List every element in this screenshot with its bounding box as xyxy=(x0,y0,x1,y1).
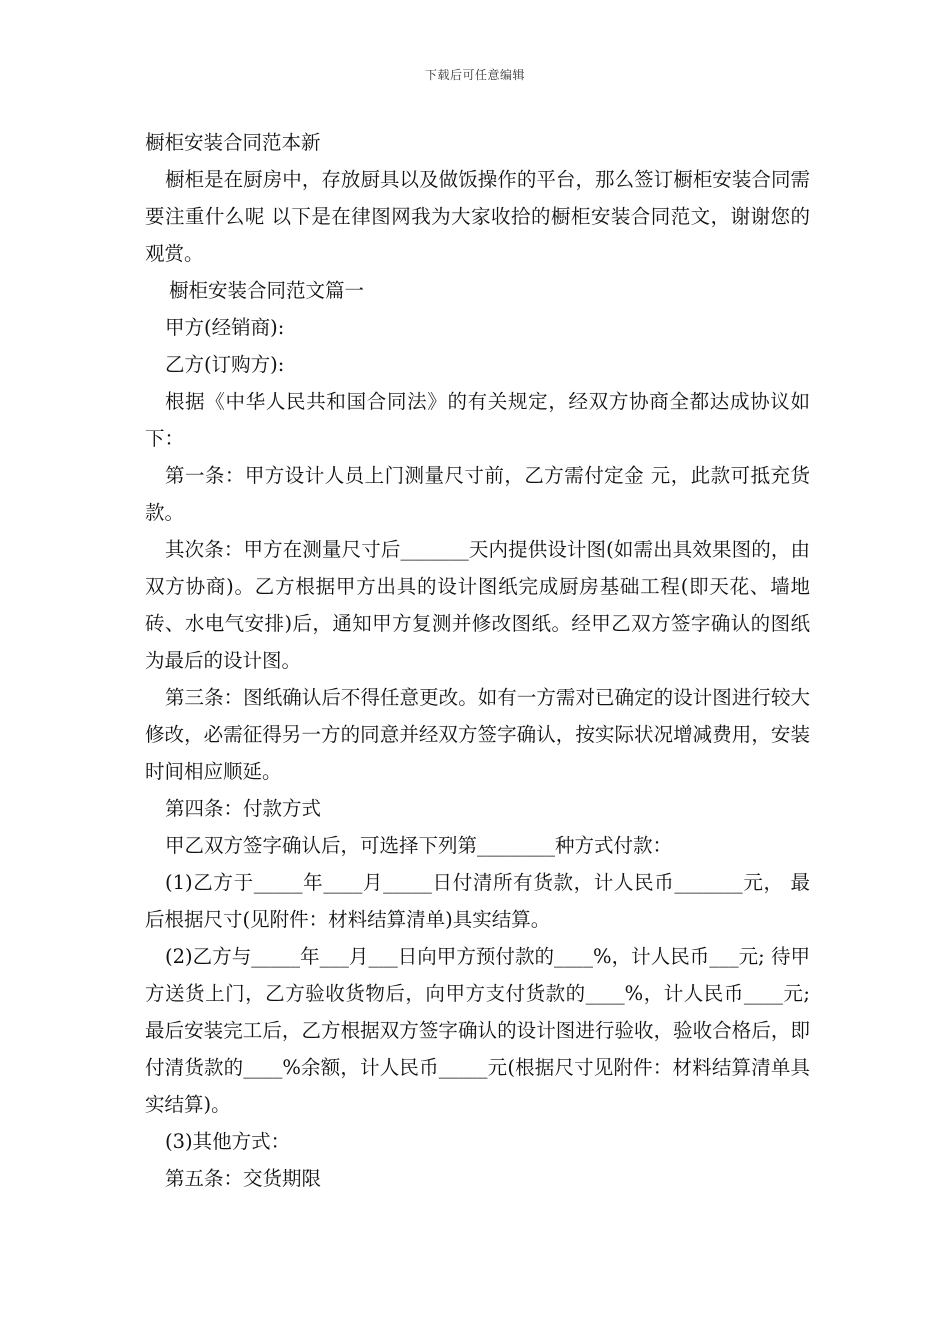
preamble-paragraph: 根据《中华人民共和国合同法》的有关规定，经双方协商全都达成协议如下： xyxy=(145,390,810,450)
article-3: 第三条：图纸确认后不得任意更改。如有一方需对已确定的设计图进行较大修改，必需征得另一方的同意并经双方签字确认，按实际状况增减费用，安装时间相应顺延。 xyxy=(145,686,810,783)
intro-paragraph: 橱柜是在厨房中，存放厨具以及做饭操作的平台，那么签订橱柜安装合同需要注重什么呢 以下是在律图网我为大家收拾的橱柜安装合同范文，谢谢您的观赏。 xyxy=(145,168,810,265)
document-title: 橱柜安装合同范本新 xyxy=(145,131,321,154)
article-1: 第一条：甲方设计人员上门测量尺寸前，乙方需付定金 元，此款可抵充货款。 xyxy=(145,464,810,524)
payment-option-2: (2)乙方与_____年___月___日向甲方预付款的____%，计人民币___元; 待甲方送货上门，乙方验收货物后，向甲方支付货款的____%，计人民币____元;最后安装完工后，乙方根据双方签字确认的设计图进行验收，验收合格后，即付清货款的____%余额，计人民币_____元(根据尺寸见附件：材料结算清单具实结算)。 xyxy=(145,945,810,1116)
section-heading: 橱柜安装合同范文篇一 xyxy=(169,279,365,302)
party-a-line: 甲方(经销商): xyxy=(165,316,285,339)
article-4-heading: 第四条：付款方式 xyxy=(165,797,322,820)
payment-option-3: (3)其他方式： xyxy=(165,1130,291,1153)
article-2: 其次条：甲方在测量尺寸后_______天内提供设计图(如需出具效果图的，由双方协商)。乙方根据甲方出具的设计图纸完成厨房基础工程(即天花、墙地砖、水电气安排)后，通知甲方复测并修改图纸。经甲乙双方签字确认的图纸为最后的设计图。 xyxy=(145,538,810,672)
party-b-line: 乙方(订购方): xyxy=(165,353,285,376)
payment-option-1: (1)乙方于_____年____月_____日付清所有货款，计人民币_______元， 最后根据尺寸(见附件：材料结算清单)具实结算。 xyxy=(145,871,810,931)
page-header: 下载后可任意编辑 xyxy=(424,68,525,82)
payment-choice-line: 甲乙双方签字确认后，可选择下列第________种方式付款： xyxy=(165,834,673,857)
document-body xyxy=(145,124,810,1197)
article-5-heading: 第五条：交货期限 xyxy=(165,1167,322,1190)
